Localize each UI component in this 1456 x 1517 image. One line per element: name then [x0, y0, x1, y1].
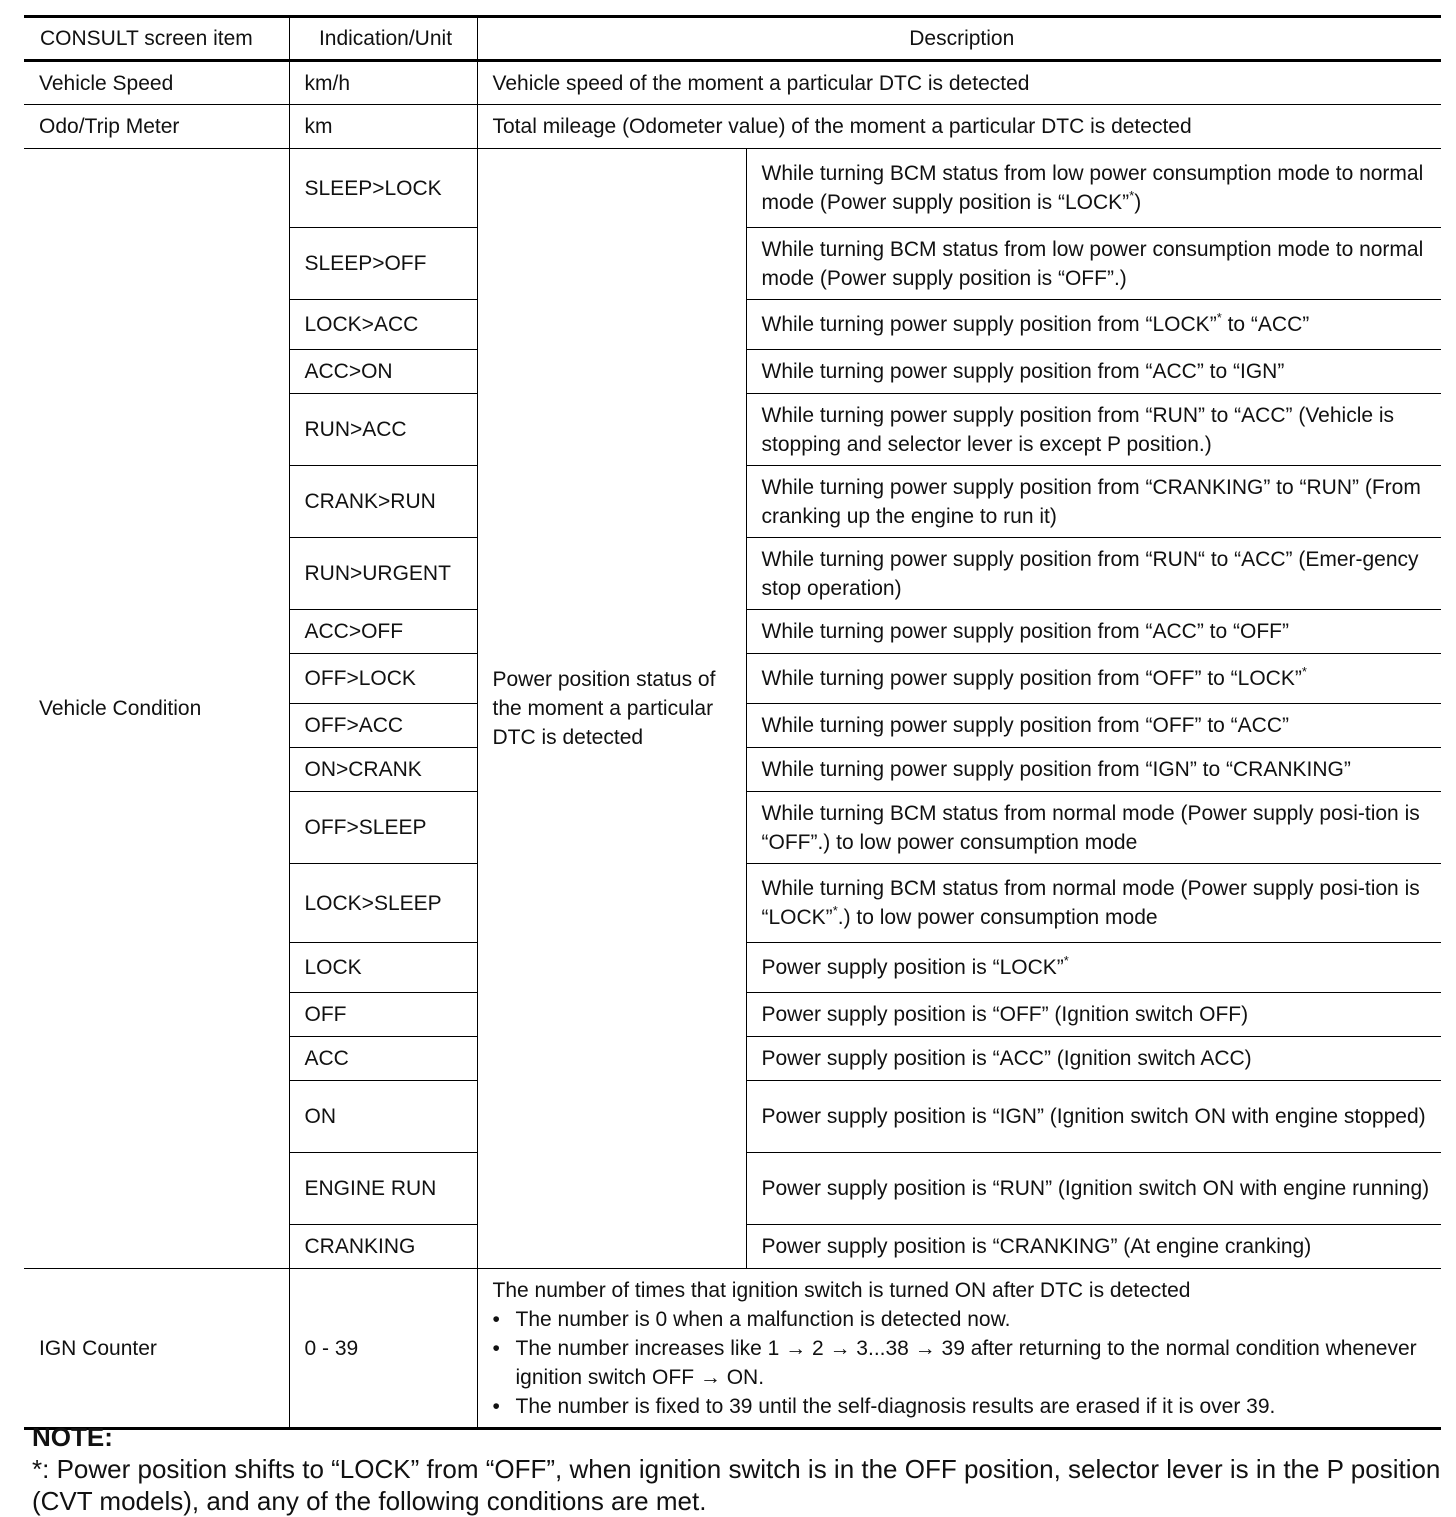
vc-description-cell: Power supply position is “CRANKING” (At engine cranking)	[746, 1225, 1441, 1269]
vc-status-cell: ON>CRANK	[289, 748, 477, 792]
vc-status-cell: LOCK>ACC	[289, 300, 477, 350]
vc-status-cell: RUN>ACC	[289, 394, 477, 466]
vc-description-text: While turning power supply position from “LOCK”	[761, 313, 1217, 336]
note-title: NOTE:	[32, 1422, 113, 1452]
list-item: • The number is 0 when a malfunction is detected now.	[493, 1305, 1432, 1334]
asterisk-mark: *	[832, 903, 838, 918]
vehicle-condition-summary-cell: Power position status of the moment a particular DTC is detected	[477, 149, 746, 1269]
unit-cell: km	[289, 105, 477, 149]
vc-status-cell: OFF>LOCK	[289, 654, 477, 704]
header-indication-unit: Indication/Unit	[289, 17, 477, 61]
description-cell: Total mileage (Odometer value) of the moment a particular DTC is detected	[477, 105, 1441, 149]
asterisk-mark: *	[1063, 953, 1069, 968]
vc-status-cell: OFF	[289, 993, 477, 1037]
ign-counter-description-cell	[477, 1269, 1441, 1429]
vc-status-cell: ACC>OFF	[289, 610, 477, 654]
table-header-row	[24, 17, 1441, 61]
item-cell: Vehicle Speed	[24, 61, 289, 105]
note-text: *: Power position shifts to “LOCK” from “OFF”, when ignition switch is in the OFF position, selector lever is in the P position (CVT models), and any of the following conditions are met.	[32, 1454, 1441, 1516]
vc-status-cell: ACC>ON	[289, 350, 477, 394]
vc-description-cell: While turning power supply position from “RUN“ to “ACC” (Emer-gency stop operation)	[746, 538, 1441, 610]
vc-description-text-end: to “ACC”	[1221, 313, 1310, 336]
vc-description-text-end: )	[1134, 191, 1142, 214]
vc-status-cell: LOCK	[289, 943, 477, 993]
vc-description-cell	[746, 654, 1441, 704]
vc-description-cell	[746, 149, 1441, 228]
vc-description-cell: While turning BCM status from normal mode (Power supply posi-tion is “OFF”.) to low power consumption mode	[746, 792, 1441, 864]
description-cell: Vehicle speed of the moment a particular DTC is detected	[477, 61, 1441, 105]
vc-description-cell: While turning power supply position from “ACC” to “IGN”	[746, 350, 1441, 394]
vc-description-cell: Power supply position is “ACC” (Ignition switch ACC)	[746, 1037, 1441, 1081]
vc-status-cell: OFF>ACC	[289, 704, 477, 748]
vc-description-cell	[746, 864, 1441, 943]
asterisk-mark: *	[1216, 310, 1222, 325]
vc-description-cell: While turning power supply position from “IGN” to “CRANKING”	[746, 748, 1441, 792]
item-cell: IGN Counter	[24, 1269, 289, 1429]
asterisk-mark: *	[1129, 188, 1135, 203]
vc-description-cell	[746, 943, 1441, 993]
unit-cell: km/h	[289, 61, 477, 105]
vc-description-cell: While turning power supply position from “ACC” to “OFF”	[746, 610, 1441, 654]
vc-description-cell: While turning power supply position from “CRANKING” to “RUN” (From cranking up the engine to run it)	[746, 466, 1441, 538]
table-row-odo-trip-meter	[24, 105, 1441, 149]
vc-status-cell: CRANKING	[289, 1225, 477, 1269]
unit-cell: 0 - 39	[289, 1269, 477, 1429]
vc-status-cell: SLEEP>OFF	[289, 228, 477, 300]
vc-description-text: While turning BCM status from normal mode (Power supply posi-tion is “LOCK”	[761, 877, 1420, 929]
vc-status-cell: ENGINE RUN	[289, 1153, 477, 1225]
vehicle-condition-item-cell: Vehicle Condition	[24, 149, 289, 1269]
vc-description-cell: While turning power supply position from “RUN” to “ACC” (Vehicle is stopping and selector lever is except P position.)	[746, 394, 1441, 466]
vc-status-cell: RUN>URGENT	[289, 538, 477, 610]
vc-description-cell: Power supply position is “IGN” (Ignition switch ON with engine stopped)	[746, 1081, 1441, 1153]
vc-row-sleep-lock	[24, 149, 1441, 228]
vc-description-text: Power supply position is “LOCK”	[761, 956, 1064, 979]
vc-status-cell: OFF>SLEEP	[289, 792, 477, 864]
asterisk-mark: *	[1301, 664, 1307, 679]
vc-status-cell: ACC	[289, 1037, 477, 1081]
vc-description-text: While turning BCM status from low power consumption mode to normal mode (Power supply position is “LOCK”	[761, 162, 1424, 214]
list-item: • The number is fixed to 39 until the self-diagnosis results are erased if it is over 39.	[493, 1392, 1432, 1421]
vc-description-cell: Power supply position is “OFF” (Ignition switch OFF)	[746, 993, 1441, 1037]
vc-status-cell: LOCK>SLEEP	[289, 864, 477, 943]
vc-description-text: While turning power supply position from “OFF” to “LOCK”	[761, 667, 1302, 690]
vc-status-cell: CRANK>RUN	[289, 466, 477, 538]
header-consult-screen-item: CONSULT screen item	[24, 17, 289, 61]
table-row-vehicle-speed	[24, 61, 1441, 105]
vc-status-cell: ON	[289, 1081, 477, 1153]
vc-description-cell: Power supply position is “RUN” (Ignition switch ON with engine running)	[746, 1153, 1441, 1225]
list-item: • The number increases like 1 → 2 → 3...38 → 39 after returning to the normal condition whenever ignition switch OFF → ON.	[493, 1334, 1432, 1392]
item-cell: Odo/Trip Meter	[24, 105, 289, 149]
vc-description-cell	[746, 300, 1441, 350]
note-section	[32, 1421, 1442, 1517]
vc-description-cell: While turning BCM status from low power consumption mode to normal mode (Power supply position is “OFF”.)	[746, 228, 1441, 300]
consult-table	[24, 15, 1441, 1430]
vc-status-cell: SLEEP>LOCK	[289, 149, 477, 228]
header-description: Description	[477, 17, 1441, 61]
ign-counter-intro: The number of times that ignition switch is turned ON after DTC is detected	[492, 1278, 1191, 1302]
table-row-ign-counter	[24, 1269, 1441, 1429]
vc-description-cell: While turning power supply position from “OFF” to “ACC”	[746, 704, 1441, 748]
vc-description-text-end: .) to low power consumption mode	[837, 906, 1158, 929]
ign-counter-bullet-list	[493, 1305, 1432, 1421]
